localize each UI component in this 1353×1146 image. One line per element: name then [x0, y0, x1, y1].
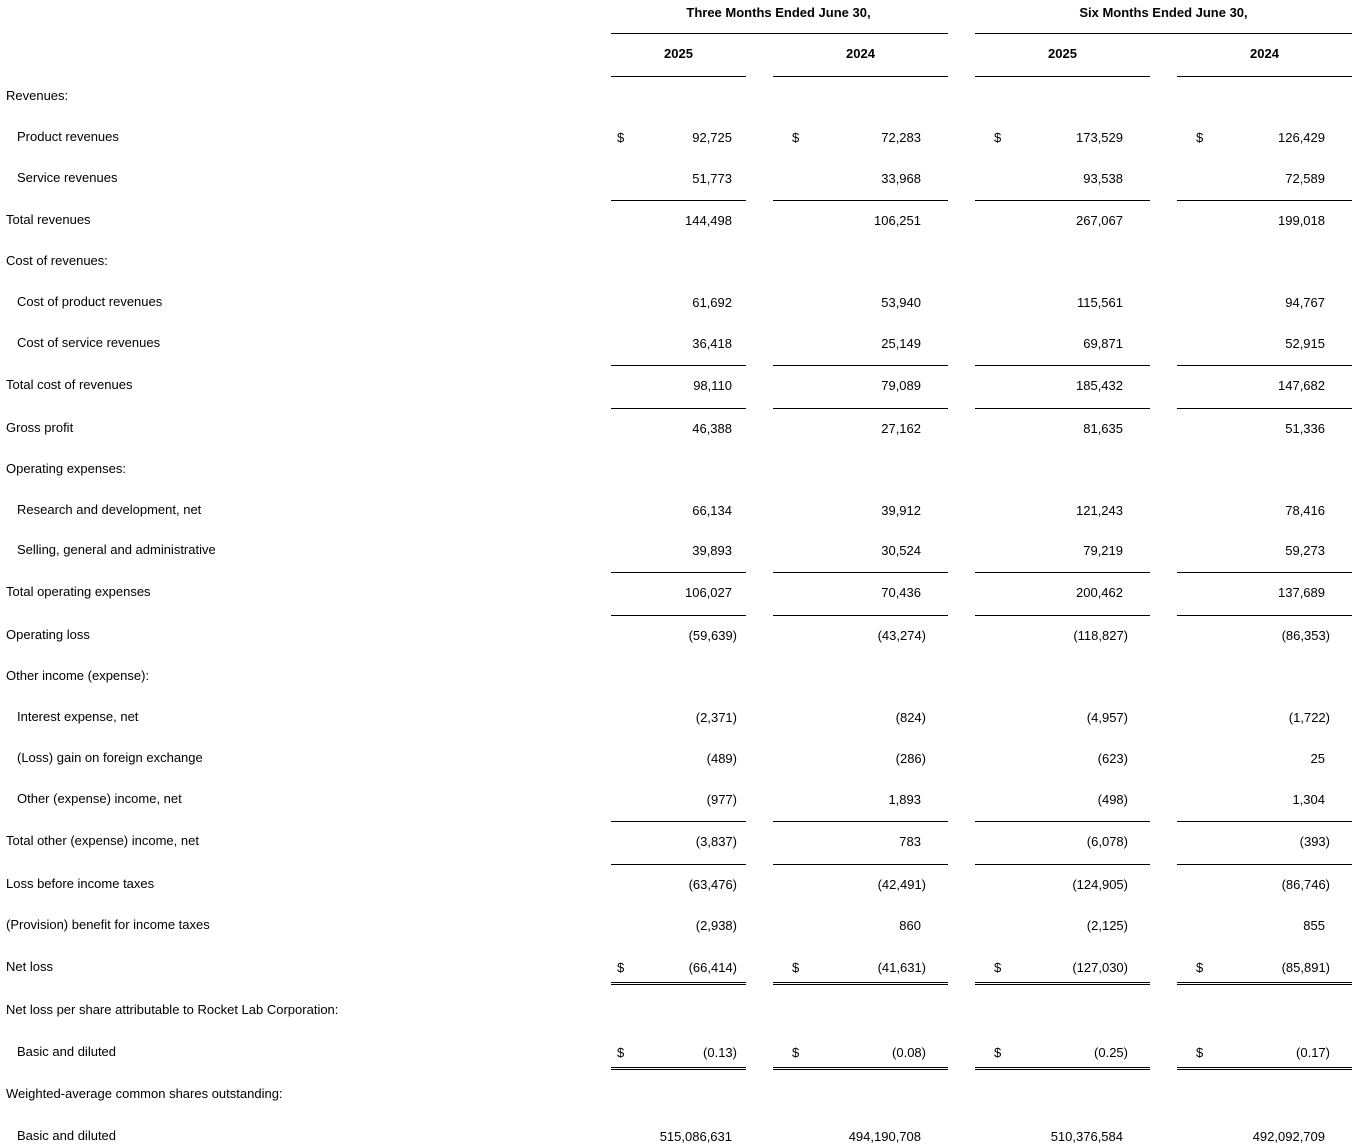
value-cell: 855	[1303, 918, 1325, 933]
value-cell: 1,304	[1292, 792, 1325, 807]
value-cell: (66,414)	[688, 960, 737, 975]
value-cell: 185,432	[1076, 378, 1123, 393]
year-rule	[611, 76, 746, 77]
value-cell: 98,110	[693, 378, 732, 393]
value-cell: 66,134	[692, 503, 732, 518]
value-cell: 126,429	[1278, 130, 1325, 145]
row-label: Total other (expense) income, net	[6, 833, 199, 848]
value-cell: 69,871	[1083, 336, 1123, 351]
total-double-rule	[611, 1067, 746, 1070]
subtotal-rule	[611, 572, 746, 573]
row-label: Research and development, net	[17, 502, 202, 517]
subtotal-rule	[1177, 821, 1352, 822]
section-label: Other income (expense):	[6, 668, 150, 683]
value-cell: 515,086,631	[659, 1129, 732, 1144]
value-cell: (0.08)	[892, 1045, 926, 1060]
column-header-year: 2025	[1048, 46, 1077, 61]
row-label: Operating loss	[6, 627, 90, 642]
value-cell: 121,243	[1076, 503, 1123, 518]
currency-symbol: $	[1196, 130, 1204, 145]
column-header-year: 2024	[1250, 46, 1279, 61]
value-cell: (393)	[1299, 834, 1330, 849]
value-cell: (0.17)	[1296, 1045, 1330, 1060]
row-label: Gross profit	[6, 420, 74, 435]
value-cell: 39,893	[692, 543, 732, 558]
subtotal-rule	[611, 408, 746, 409]
value-cell: (498)	[1097, 792, 1128, 807]
subtotal-rule	[611, 365, 746, 366]
section-label: Revenues:	[6, 88, 69, 103]
subtotal-rule	[611, 864, 746, 865]
header-rule	[611, 33, 948, 34]
value-cell: (977)	[706, 792, 737, 807]
currency-symbol: $	[1196, 1045, 1204, 1060]
section-label: Net loss per share attributable to Rocket Lab Corporation:	[6, 1002, 339, 1017]
value-cell: 494,190,708	[848, 1129, 921, 1144]
value-cell: 115,561	[1076, 295, 1123, 310]
value-cell: 144,498	[685, 213, 732, 228]
value-cell: 25,149	[881, 336, 921, 351]
value-cell: 81,635	[1083, 421, 1123, 436]
currency-symbol: $	[792, 130, 800, 145]
currency-symbol: $	[792, 960, 800, 975]
value-cell: 53,940	[881, 295, 921, 310]
subtotal-rule	[975, 821, 1150, 822]
value-cell: 1,893	[888, 792, 921, 807]
column-header-year: 2024	[846, 46, 875, 61]
value-cell: (118,827)	[1073, 628, 1128, 643]
subtotal-rule	[975, 200, 1150, 201]
subtotal-rule	[1177, 408, 1352, 409]
subtotal-rule	[611, 615, 746, 616]
value-cell: (1,722)	[1288, 710, 1330, 725]
row-label: Cost of service revenues	[17, 335, 161, 350]
year-rule	[773, 76, 948, 77]
subtotal-rule	[773, 572, 948, 573]
value-cell: 106,027	[685, 585, 732, 600]
value-cell: 52,915	[1285, 336, 1325, 351]
subtotal-rule	[1177, 365, 1352, 366]
subtotal-rule	[773, 365, 948, 366]
value-cell: (0.25)	[1094, 1045, 1128, 1060]
total-double-rule	[773, 982, 948, 985]
value-cell: 25	[1310, 751, 1325, 766]
value-cell: 61,692	[692, 295, 732, 310]
subtotal-rule	[975, 864, 1150, 865]
currency-symbol: $	[617, 1045, 625, 1060]
value-cell: (0.13)	[703, 1045, 737, 1060]
value-cell: 33,968	[881, 171, 921, 186]
value-cell: (286)	[895, 751, 926, 766]
currency-symbol: $	[617, 960, 625, 975]
subtotal-rule	[975, 572, 1150, 573]
value-cell: (43,274)	[877, 628, 926, 643]
value-cell: 72,283	[881, 130, 921, 145]
row-label: Loss before income taxes	[6, 876, 155, 891]
value-cell: (824)	[895, 710, 926, 725]
value-cell: 93,538	[1083, 171, 1123, 186]
row-label: Net loss	[6, 959, 53, 974]
currency-symbol: $	[792, 1045, 800, 1060]
value-cell: 860	[899, 918, 921, 933]
row-label: Selling, general and administrative	[17, 542, 216, 557]
value-cell: 173,529	[1076, 130, 1123, 145]
value-cell: 78,416	[1285, 503, 1325, 518]
row-label: Basic and diluted	[17, 1128, 117, 1143]
total-double-rule	[773, 1067, 948, 1070]
value-cell: 79,219	[1083, 543, 1123, 558]
row-label: Cost of product revenues	[17, 294, 163, 309]
value-cell: 79,089	[881, 378, 921, 393]
subtotal-rule	[611, 200, 746, 201]
row-label: Product revenues	[17, 129, 119, 144]
value-cell: 39,912	[881, 503, 921, 518]
value-cell: 51,773	[692, 171, 732, 186]
total-double-rule	[975, 1067, 1150, 1070]
header-rule	[975, 33, 1352, 34]
subtotal-rule	[975, 408, 1150, 409]
value-cell: (4,957)	[1086, 710, 1128, 725]
column-header-year: 2025	[664, 46, 693, 61]
currency-symbol: $	[994, 1045, 1002, 1060]
value-cell: 51,336	[1285, 421, 1325, 436]
section-label: Operating expenses:	[6, 461, 126, 476]
value-cell: 92,725	[692, 130, 732, 145]
subtotal-rule	[1177, 200, 1352, 201]
year-rule	[975, 76, 1150, 77]
total-double-rule	[1177, 982, 1352, 985]
six-months-header: Six Months Ended June 30,	[1079, 5, 1248, 20]
value-cell: (59,639)	[688, 628, 737, 643]
subtotal-rule	[975, 615, 1150, 616]
currency-symbol: $	[994, 960, 1002, 975]
value-cell: (42,491)	[877, 877, 926, 892]
row-label: (Provision) benefit for income taxes	[6, 917, 210, 932]
row-label: Service revenues	[17, 170, 118, 185]
total-double-rule	[975, 982, 1150, 985]
subtotal-rule	[773, 615, 948, 616]
total-double-rule	[1177, 1067, 1352, 1070]
section-label: Cost of revenues:	[6, 253, 108, 268]
year-rule	[1177, 76, 1352, 77]
subtotal-rule	[1177, 864, 1352, 865]
total-double-rule	[611, 982, 746, 985]
row-label: (Loss) gain on foreign exchange	[17, 750, 203, 765]
row-label: Interest expense, net	[17, 709, 139, 724]
currency-symbol: $	[994, 130, 1002, 145]
subtotal-rule	[773, 200, 948, 201]
value-cell: (85,891)	[1281, 960, 1330, 975]
currency-symbol: $	[617, 130, 625, 145]
subtotal-rule	[975, 365, 1150, 366]
row-label: Total operating expenses	[6, 584, 151, 599]
value-cell: 783	[899, 834, 921, 849]
value-cell: (86,353)	[1281, 628, 1330, 643]
value-cell: 36,418	[692, 336, 732, 351]
value-cell: 70,436	[881, 585, 921, 600]
value-cell: (2,371)	[695, 710, 737, 725]
value-cell: 30,524	[881, 543, 921, 558]
section-label: Weighted-average common shares outstanding:	[6, 1086, 283, 1101]
value-cell: 94,767	[1285, 295, 1325, 310]
three-months-header: Three Months Ended June 30,	[686, 5, 871, 20]
value-cell: 137,689	[1278, 585, 1325, 600]
value-cell: 147,682	[1278, 378, 1325, 393]
row-label: Basic and diluted	[17, 1044, 117, 1059]
currency-symbol: $	[1196, 960, 1204, 975]
value-cell: (127,030)	[1072, 960, 1128, 975]
value-cell: 46,388	[692, 421, 732, 436]
value-cell: (2,125)	[1086, 918, 1128, 933]
value-cell: 72,589	[1285, 171, 1325, 186]
value-cell: (3,837)	[695, 834, 737, 849]
value-cell: (6,078)	[1086, 834, 1128, 849]
value-cell: 106,251	[874, 213, 921, 228]
value-cell: 267,067	[1076, 213, 1123, 228]
value-cell: 199,018	[1278, 213, 1325, 228]
subtotal-rule	[1177, 572, 1352, 573]
value-cell: (489)	[706, 751, 737, 766]
value-cell: 200,462	[1076, 585, 1123, 600]
value-cell: 59,273	[1285, 543, 1325, 558]
value-cell: (623)	[1097, 751, 1128, 766]
subtotal-rule	[773, 864, 948, 865]
subtotal-rule	[611, 821, 746, 822]
value-cell: (63,476)	[688, 877, 737, 892]
value-cell: 492,092,709	[1252, 1129, 1325, 1144]
value-cell: (41,631)	[877, 960, 926, 975]
row-label: Total revenues	[6, 212, 91, 227]
subtotal-rule	[1177, 615, 1352, 616]
row-label: Other (expense) income, net	[17, 791, 182, 806]
value-cell: (86,746)	[1281, 877, 1330, 892]
value-cell: 27,162	[881, 421, 921, 436]
value-cell: (2,938)	[695, 918, 737, 933]
subtotal-rule	[773, 408, 948, 409]
value-cell: 510,376,584	[1050, 1129, 1123, 1144]
row-label: Total cost of revenues	[6, 377, 133, 392]
value-cell: (124,905)	[1072, 877, 1128, 892]
subtotal-rule	[773, 821, 948, 822]
